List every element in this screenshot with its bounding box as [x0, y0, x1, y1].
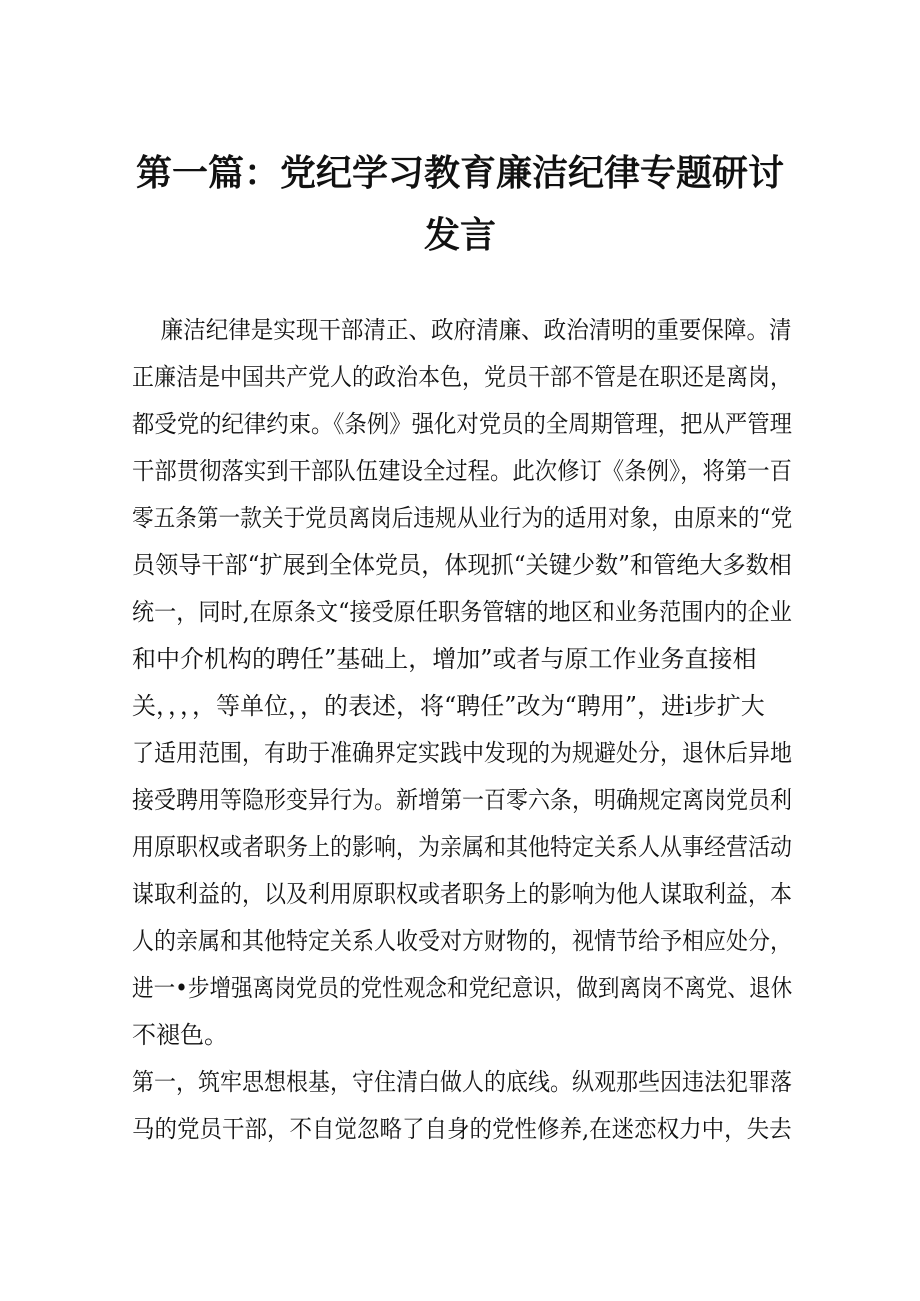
body-line: 接受聘用等隐形变异行为。新增第一百零六条，明确规定离岗党员利: [132, 786, 793, 814]
body-line: 干部贯彻落实到干部队伍建设全过程。此次修订《条例》，将第一百: [132, 457, 792, 485]
body-line: 正廉洁是中国共产党人的政治本色，党员干部不管是在职还是离岗，: [132, 363, 793, 391]
body-line: 第一，筑牢思想根基，守住清白做人的底线。纵观那些因违法犯罪落: [132, 1068, 793, 1096]
body-line: 零五条第一款关于党员离岗后违规从业行为的适用对象，由原来的“党: [132, 504, 793, 532]
document-title-line-1: 第一篇：党纪学习教育廉洁纪律专题研讨: [135, 153, 784, 194]
body-line: 马的党员干部，不自觉忽略了自身的党性修养,在迷恋权力中，失去: [132, 1115, 792, 1143]
body-line: 了适用范围，有助于准确界定实践中发现的为规避处分，退休后异地: [132, 739, 793, 767]
body-line: 用原职权或者职务上的影响，为亲属和其他特定关系人从事经营活动: [132, 833, 793, 861]
body-line: 廉洁纪律是实现干部清正、政府清廉、政治清明的重要保障。清: [132, 316, 792, 344]
body-line: 进一•步增强离岗党员的党性观念和党纪意识，做到离岗不离党、退休: [132, 974, 793, 1002]
document-title-line-2: 发言: [423, 215, 496, 256]
body-line: 员领导干部“扩展到全体党员，体现抓“关键少数”和管绝大多数相: [132, 551, 792, 579]
body-line: 都受党的纪律约束。《条例》强化对党员的全周期管理，把从严管理: [132, 410, 792, 438]
body-line: 人的亲属和其他特定关系人收受对方财物的，视情节给予相应处分，: [132, 927, 793, 955]
body-line: 统一，同时,在原条文“接受原任职务管辖的地区和业务范围内的企业: [132, 598, 792, 626]
body-line: 谋取利益的，以及利用原职权或者职务上的影响为他人谋取利益，本: [132, 880, 793, 908]
body-line: 和中介机构的聘任”基础上，增加”或者与原工作业务直接相: [132, 645, 757, 673]
body-line: 不褪色。: [132, 1021, 228, 1049]
body-line: 关，，，，等单位，，的表述，将“聘任”改为“聘用”，进i步扩大: [132, 692, 765, 720]
